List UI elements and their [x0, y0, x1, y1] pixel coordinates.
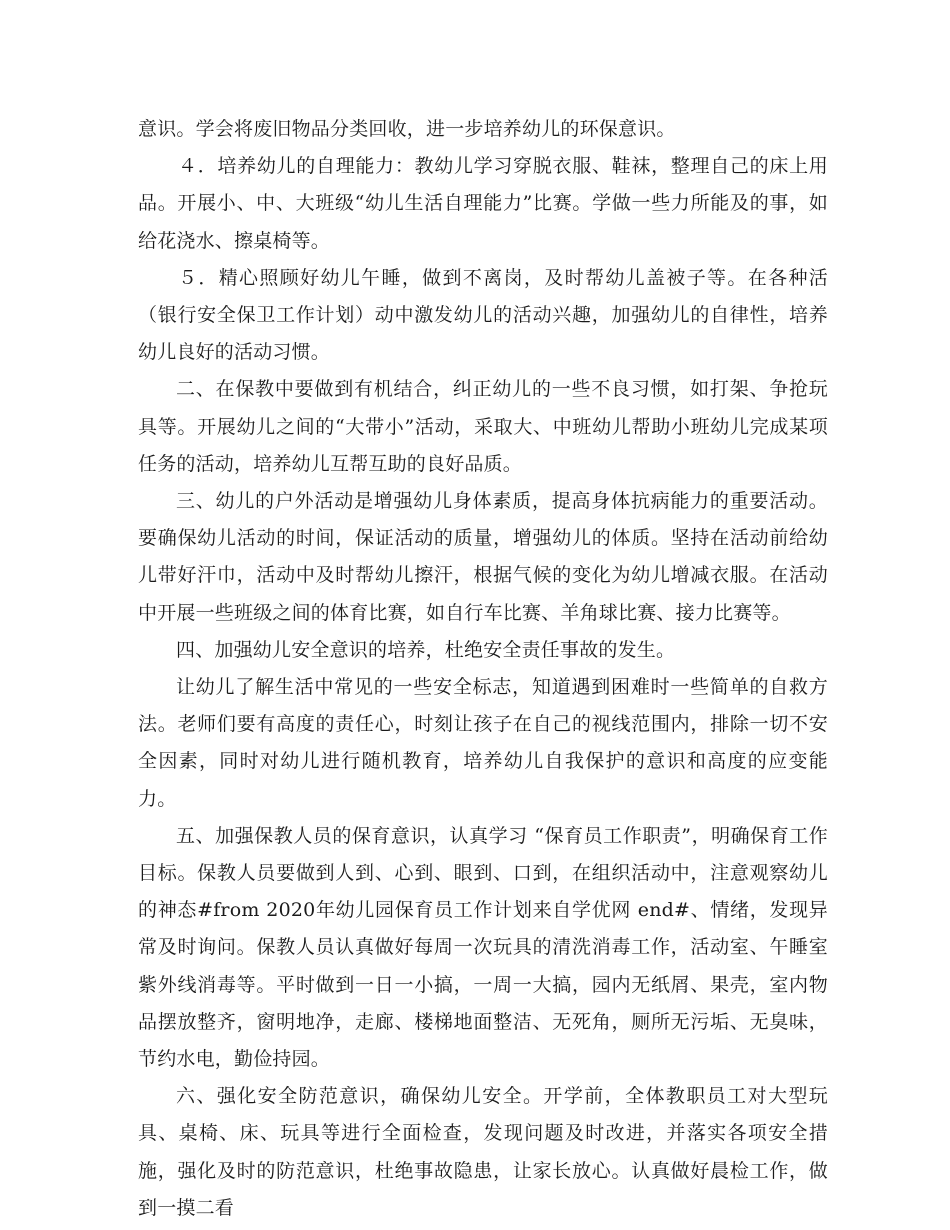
paragraph-item-4: ４．培养幼儿的自理能力：教幼儿学习穿脱衣服、鞋袜，整理自己的床上用品。开展小、中、大班级“幼儿生活自理能力”比赛。学做一些力所能及的事，如给花浇水、擦桌椅等。 — [138, 155, 828, 252]
paragraph-section-3: 三、幼儿的户外活动是增强幼儿身体素质，提高身体抗病能力的重要活动。要确保幼儿活动的时间，保证活动的质量，增强幼儿的体质。坚持在活动前给幼儿带好汗巾，活动中及时帮幼儿擦汗，根据气候的变化为幼儿增减衣服。在活动中开展一些班级之间的体育比赛，如自行车比赛、羊角球比赛、接力比赛等。 — [138, 490, 828, 624]
paragraph-section-4: 四、加强幼儿安全意识的培养，杜绝安全责任事故的发生。 — [176, 638, 676, 661]
paragraph-safety-details: 让幼儿了解生活中常见的一些安全标志，知道遇到困难时一些简单的自救方法。老师们要有高度的责任心，时刻让孩子在自己的视线范围内，排除一切不安全因素，同时对幼儿进行随机教育，培养幼儿自我保护的意识和高度的应变能力。 — [138, 676, 828, 810]
paragraph-section-2: 二、在保教中要做到有机结合，纠正幼儿的一些不良习惯，如打架、争抢玩具等。开展幼儿之间的“大带小”活动，采取大、中班幼儿帮助小班幼儿完成某项任务的活动，培养幼儿互帮互助的良好品质。 — [138, 378, 828, 475]
paragraph-continuation: 意识。学会将废旧物品分类回收，进一步培养幼儿的环保意识。 — [138, 118, 676, 140]
paragraph-section-6: 六、强化安全防范意识，确保幼儿安全。开学前，全体教职员工对大型玩具、桌椅、床、玩具等进行全面检查，发现问题及时改进，并落实各项安全措施，强化及时的防范意识，杜绝事故隐患，让家长放心。认真做好晨检工作，做到一摸二看 — [138, 1085, 828, 1219]
paragraph-item-5: ５．精心照顾好幼儿午睡，做到不离岗，及时帮幼儿盖被子等。在各种活（银行安全保卫工作计划）动中激发幼儿的活动兴趣，加强幼儿的自律性，培养幼儿良好的活动习惯。 — [138, 266, 828, 364]
paragraph-section-5: 五、加强保教人员的保育意识，认真学习 “保育员工作职责”，明确保育工作目标。保教人员要做到人到、心到、眼到、口到，在组织活动中，注意观察幼儿的神态#from 2020年幼儿园保育员工作计划来自学优网 end#、情绪，发现异常及时询问。保教人员认真做好每周一次玩具的清洗消毒工作，活动室、午睡室紫外线消毒等。平时做到一日一小搞，一周一大搞，园内无纸屑、果壳，室内物品摆放整齐，窗明地净，走廊、楼梯地面整洁、无死角，厕所无污垢、无臭味，节约水电，勤俭持园。 — [138, 824, 828, 1071]
document-body — [138, 111, 828, 1227]
